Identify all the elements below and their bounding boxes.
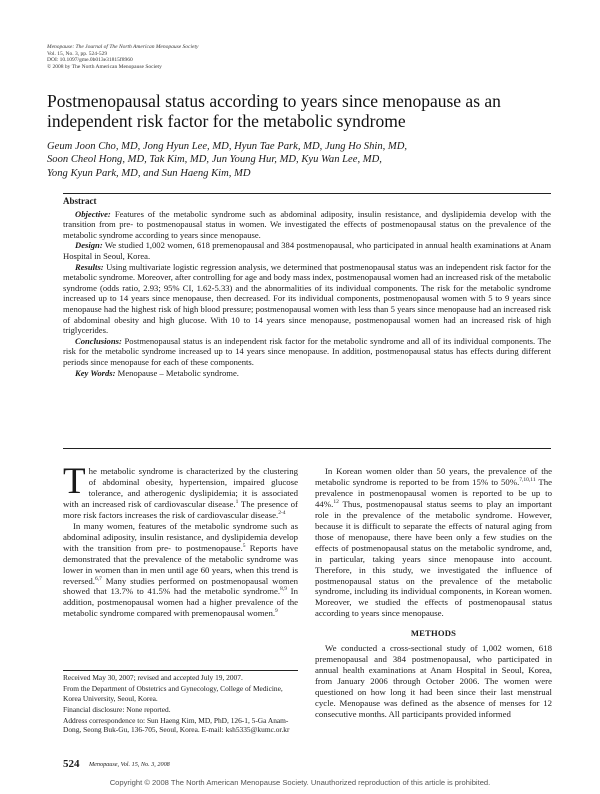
intro-text: Many studies performed on postmenopausal women showed that 13.7% to 41.5% had the metabolic syndrome.: [63, 575, 298, 597]
intro-text: he metabolic syndrome is characterized by the clustering of abdominal obesity, hypertension, impaired glucose tolerance, and atherogenic dyslipidemia; it is associated with an increased risk of cardiovascular disease.: [63, 466, 298, 509]
footnotes: [63, 673, 298, 737]
methods-paragraph: We conducted a cross-sectional study of 1,002 women, 618 premenopausal and 384 postmenopausal, who participated in annual health examinations at Anam Hospital in Seoul, Korea, from January 2006 through October 2006. The women were questioned on how long it had been since their last menstrual cycle. Menopause was defined as the absence of menses for 12 consecutive months. All participants provided informed: [315, 643, 552, 720]
author-list: [47, 140, 567, 180]
citation: 8,9: [280, 586, 287, 593]
intro-text: In Korean women older than 50 years, the prevalence of the metabolic syndrome is reported to be from 15% to 50%.: [315, 466, 552, 487]
affiliation-note: From the Department of Obstetrics and Gynecology, College of Medicine, Korea University, Seoul, Korea.: [63, 684, 283, 703]
abstract-design: [63, 240, 551, 261]
doi: DOI: 10.1097/gme.0b013e31815f8960: [47, 57, 133, 64]
citation: 7,10,11: [519, 477, 536, 484]
results-label: Results:: [75, 261, 104, 272]
abstract-conclusions: [63, 336, 551, 368]
received-note: Received May 30, 2007; revised and accepted July 19, 2007.: [63, 673, 243, 682]
copyright-notice: Copyright © 2008 The North American Menopause Society. Unauthorized reproduction of this article is prohibited.: [109, 778, 491, 787]
objective-label: Objective:: [75, 208, 111, 219]
citation: 12: [333, 498, 339, 505]
intro-text: In addition, postmenopausal women had a higher prevalence of the metabolic syndrome compared with premenopausal women.: [63, 586, 298, 619]
objective-text: Features of the metabolic syndrome such as abdominal adiposity, insulin resistance, and dyslipidemia develop with the transition from pre- to postmenopausal status in women. We investigated the effects of postmenopausal status on the prevalence of the metabolic syndrome according to years since menopause.: [63, 208, 551, 240]
disclosure-note: Financial disclosure: None reported.: [63, 704, 171, 714]
abstract-bottom-rule: [63, 448, 551, 449]
intro-text: The presence of more risk factors increases the risk of cardiovascular disease.: [63, 498, 298, 520]
keywords-label: Key Words:: [75, 367, 116, 378]
journal-name: Menopause: The Journal of The North American Menopause Society: [47, 44, 199, 50]
correspondence-note: Address correspondence to: Sun Haeng Kim, MD, PhD, 126-1, 5-Ga Anam-Dong, Seong Buk-Gu, 136-705, Seoul, Korea. E-mail: ksh5335@kumc.or.kr: [63, 716, 290, 735]
drop-cap: T: [63, 461, 86, 502]
running-footer: Menopause, Vol. 15, No. 3, 2008: [89, 761, 170, 768]
article-title: Postmenopausal status according to years since menopause as an independent risk factor for the metabolic syndrome: [47, 91, 501, 131]
abstract-top-rule: [63, 193, 551, 194]
journal-copyright: © 2008 by The North American Menopause Society: [47, 63, 162, 70]
abstract-keywords: [63, 368, 551, 379]
body-right-column: [315, 466, 552, 720]
volume-info: Vol. 15, No. 3, pp. 524-529: [47, 50, 108, 57]
abstract-heading: Abstract: [63, 196, 97, 206]
intro-paragraph-2: [63, 521, 298, 620]
intro-text: Reports have demonstrated that the prevalence of the metabolic syndrome was lower in women than in men until age 60 years, when this trend is reversed.: [63, 542, 298, 586]
conclusions-label: Conclusions:: [75, 335, 122, 346]
author-line: Yong Kyun Park, MD, and Sun Haeng Kim, MD: [47, 167, 251, 179]
citation: 5: [242, 542, 246, 549]
abstract-objective: [63, 209, 551, 241]
citation: 9: [275, 608, 278, 615]
intro-paragraph-1: [63, 461, 298, 521]
abstract: [63, 196, 551, 378]
author-line: Geum Joon Cho, MD, Jong Hyun Lee, MD, Hyun Tae Park, MD, Jung Ho Shin, MD,: [47, 141, 408, 152]
citation: 1: [235, 498, 239, 505]
footnote-rule: [63, 670, 298, 671]
intro-text: The prevalence in postmenopausal women is reported to be up to 44%.: [315, 476, 553, 509]
design-text: We studied 1,002 women, 618 premenopausal and 384 postmenopausal, who participated in annual health examinations at Anam Hospital in Seoul, Korea.: [63, 240, 552, 261]
author-line: Soon Cheol Hong, MD, Tak Kim, MD, Jun Young Hur, MD, Kyu Wan Lee, MD,: [47, 154, 382, 166]
intro-text: Thus, postmenopausal status seems to play an important role in the prevalence of the metabolic syndrome. However, because it is difficult to separate the effects of natural aging from those of menopause, there have been only a few studies on the effects of postmenopausal status on the metabolic syndrome, and, in particular, taking years since menopause into account. Therefore, in this study, we investigated the influence of postmenopausal status on the prevalence of the metabolic syndrome, including its individual components, in Korean women. Moreover, we studied the effects of postmenopausal status according to years since menopause.: [315, 498, 552, 619]
intro-paragraph-3: [315, 466, 552, 619]
journal-header: [47, 44, 198, 70]
citation: 6,7: [95, 575, 102, 582]
body-left-column: [63, 461, 298, 619]
page-number: 524: [63, 758, 80, 770]
methods-heading: METHODS: [410, 628, 457, 639]
keywords-text: Menopause – Metabolic syndrome.: [117, 367, 239, 378]
design-label: Design:: [75, 240, 103, 251]
citation: 2-4: [278, 509, 286, 516]
abstract-results: [63, 262, 551, 336]
results-text: Using multivariate logistic regression analysis, we determined that postmenopausal status was an independent risk factor for the metabolic syndrome. Moreover, after controlling for age and body mass index, postmenopausal women had an increased risk of the metabolic syndrome (odds ratio, 2.93; 95% CI, 1.62-5.33) and the abnormalities of its individual components. The risk for the metabolic syndrome increased up to 14 years since menopause, then decreased. For its individual components, postmenopausal women with 5 to 9 years since menopause had the highest risk of high blood pressure; postmenopausal women with less than 5 years since menopause had an increased risk of abdominal obesity and high glucose. With 10 to 14 years since menopause, postmenopausal women had an increased risk of high triglycerides.: [63, 261, 551, 336]
intro-text: In many women, features of the metabolic syndrome such as abdominal adiposity, insulin resistance, and dyslipidemia develop with the transition from pre- to postmenopause.: [63, 520, 298, 553]
conclusions-text: Postmenopausal status is an independent risk factor for the metabolic syndrome and all of its individual components. The risk for the metabolic syndrome increased up to 14 years since menopause. In addition, postmenopausal status has effects during different periods since menopause for each of these components.: [63, 335, 552, 367]
